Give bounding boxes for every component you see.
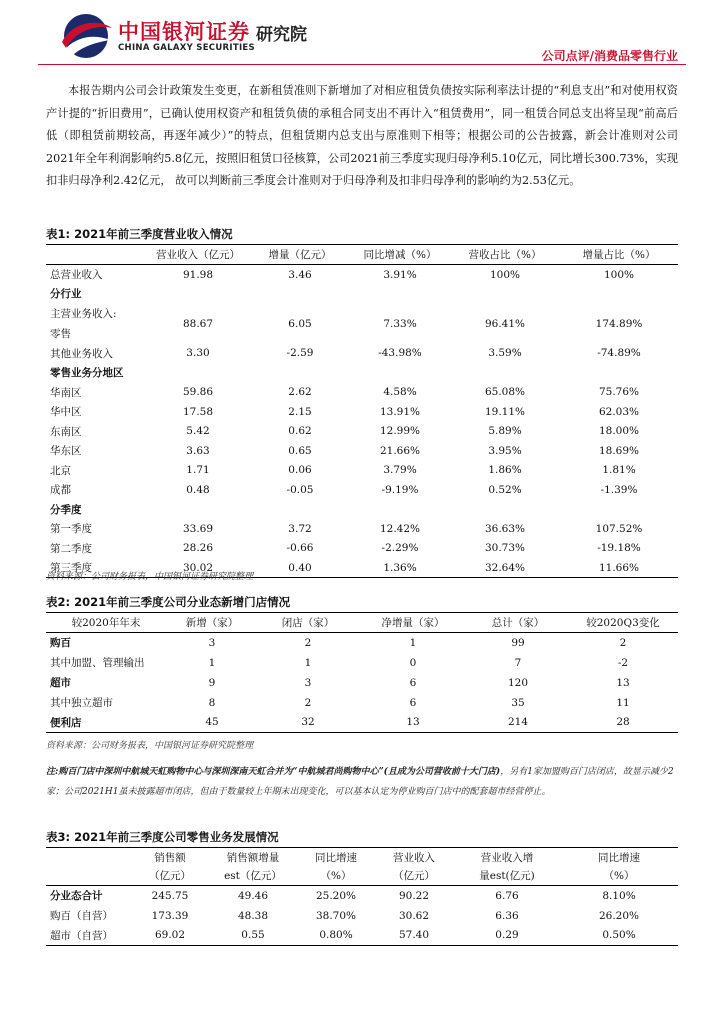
table1-row: [46, 539, 678, 559]
table1-cell: 36.63%: [484, 522, 526, 535]
table1-cell: 3.30: [186, 347, 210, 360]
table3-row: [46, 926, 678, 946]
table2-row: [46, 713, 678, 733]
table3-cell: 26.20%: [598, 909, 640, 922]
table3-row-label: 超市（自营）: [46, 926, 132, 946]
table1-cell: 4.58%: [383, 386, 417, 399]
table2-row-label: 其中独立超市: [50, 697, 113, 709]
table1-cell: 3.72: [288, 522, 312, 535]
table2-cell: 35: [511, 696, 525, 709]
table1-header-cell: [46, 245, 146, 265]
table2-header-cell: 较2020Q3变化: [568, 613, 678, 633]
table3-cell: 245.75: [151, 889, 189, 902]
table1-cell: 17.58: [182, 405, 214, 418]
table1-cell: -2.29%: [381, 542, 419, 555]
table1-cell: 21.66%: [379, 444, 421, 457]
table2-header-cell: 闭店（家）: [258, 613, 358, 633]
table1-cell: 28.26: [182, 542, 214, 555]
table1-cell: 13.91%: [379, 405, 421, 418]
table2-cell: 1: [304, 656, 312, 669]
table3-header-cell: 销售额增量: [208, 848, 298, 867]
table2-cell: 13: [358, 713, 468, 733]
table1-source: 资料来源：公司财务报表，中国银河证券研究院整理: [46, 572, 254, 582]
table1-cell: 1.81%: [602, 464, 636, 477]
table3-cell: 30.62: [398, 909, 430, 922]
table1-row-label: 第二季度: [50, 542, 92, 555]
table1-cell: 30.02: [146, 558, 250, 578]
logo-text-cn: 中国银河证券: [118, 20, 250, 44]
table1-row-label: 第一季度: [50, 523, 92, 536]
table1-cell: 65.08%: [484, 386, 526, 399]
table2-cell: 3: [304, 676, 312, 689]
table1-row-label: 华东区: [50, 445, 82, 458]
note-rest: ，另有1家加盟购百门店闭店，故显示减少2家；公司2021H1虽未披露超市闭店，但由于数量较上年期末出现变化，可以基本认定为停业购百门店中的配套超市经营停止。: [46, 767, 674, 797]
table2-row: [46, 653, 678, 673]
table1-cell: 3.79%: [383, 464, 417, 477]
table1-header-cell: 营收占比（%）: [450, 245, 560, 265]
table1-cell: 33.69: [182, 522, 214, 535]
table3-cell: 25.20%: [315, 889, 357, 902]
table1-header-cell: 增量占比（%）: [560, 245, 678, 265]
table1-cell: 3.91%: [383, 268, 417, 281]
table3-header-cell: （亿元）: [374, 867, 454, 886]
table3-cell: 173.39: [151, 909, 189, 922]
table3-row-label: 分业态合计: [50, 890, 103, 903]
table2-cell: 214: [468, 713, 568, 733]
table2-cell: 2: [304, 636, 312, 649]
table1-row: [46, 422, 678, 442]
table1-row: [46, 480, 678, 500]
table3-header-cell: （%）: [560, 867, 678, 886]
table3-header-cell: （亿元）: [132, 867, 208, 886]
table1-cell: 7.33%: [383, 317, 417, 330]
table2-row-label: 购百: [50, 637, 71, 650]
table2-cell: 32: [258, 713, 358, 733]
table3-cell: 0.29: [454, 926, 560, 946]
table1-cell: 2.62: [288, 386, 312, 399]
table1-cell: -19.18%: [597, 542, 641, 555]
table1-cell: 6.05: [288, 317, 312, 330]
table2-row-label: 超市: [50, 677, 71, 689]
table1-row-label: 华中区: [50, 406, 82, 419]
table1-cell: 75.76%: [598, 386, 640, 399]
table1-cell: 1.36%: [350, 558, 450, 578]
table2-cell: 99: [511, 636, 525, 649]
table2-cell: 3: [208, 636, 216, 649]
table1-cell: 62.03%: [598, 405, 640, 418]
table1-cell: 1.86%: [488, 464, 522, 477]
table1-header-cell: 同比增减（%）: [350, 245, 450, 265]
table1-section-label: 分季度: [50, 503, 82, 516]
table1-section-label: 分行业: [50, 288, 82, 301]
table1-cell: -1.39%: [600, 483, 638, 496]
table1-cell: 0.65: [288, 444, 312, 457]
table1-row: [46, 344, 678, 364]
table3-header-cell: 营业收入: [374, 848, 454, 867]
table1-row: [46, 304, 678, 344]
table3-cell: 90.22: [398, 889, 430, 902]
table3-cell: 57.40: [374, 926, 454, 946]
table1-row: [46, 461, 678, 481]
table1-section-row: [46, 284, 678, 304]
table1-section-row: [46, 363, 678, 383]
table1-cell: 12.99%: [379, 425, 421, 438]
table1-cell: -43.98%: [378, 347, 422, 360]
table2-row-label: 其中加盟、管理输出: [50, 657, 145, 669]
galaxy-logo-icon: [58, 12, 114, 60]
table1-cell: 5.42: [186, 425, 210, 438]
table1-section-row: [46, 500, 678, 520]
header-divider: [38, 64, 686, 65]
table2-header-cell: 净增量（家）: [358, 613, 468, 633]
table1-cell: 0.62: [288, 425, 312, 438]
table1-cell: 12.42%: [379, 522, 421, 535]
table3-cell: 48.38: [237, 909, 269, 922]
table1-row: [46, 441, 678, 461]
table2-cell: 120: [507, 676, 529, 689]
table3-row: [46, 906, 678, 926]
table2-header-cell: 总计（家）: [468, 613, 568, 633]
table3-header-cell: 同比增速: [560, 848, 678, 867]
table2-cell: 6: [409, 676, 417, 689]
table2-cell: 2: [619, 636, 627, 649]
table1-header-cell: 增量（亿元）: [250, 245, 350, 265]
table1-cell: 3.59%: [488, 347, 522, 360]
table2-cell: 28: [568, 713, 678, 733]
table1-cell: 3.46: [288, 268, 312, 281]
table3-cell: 69.02: [132, 926, 208, 946]
table1-cell: 0.06: [288, 464, 312, 477]
table2-cell: 2: [304, 696, 312, 709]
table1-cell: -0.05: [286, 483, 314, 496]
table1-row-label: 北京: [50, 464, 71, 477]
table3-caption: 表3: 2021年前三季度公司零售业务发展情况: [46, 830, 279, 844]
table3-retail: [46, 847, 678, 946]
table1-cell: 96.41%: [484, 317, 526, 330]
table2-row: [46, 673, 678, 693]
table2-cell: 9: [208, 676, 216, 689]
logo-text-en: CHINA GALAXY SECURITIES: [118, 43, 255, 53]
table3-header-cell: est（亿元）: [208, 867, 298, 886]
table3-header-cell: （%）: [298, 867, 374, 886]
table1-row-label-line1: 主营业务收入:: [50, 307, 117, 320]
table1-header-cell: 营业收入（亿元）: [146, 245, 250, 265]
table3-header-cell: [46, 848, 132, 867]
table2-source: 资料来源：公司财务报表，中国银河证券研究院整理: [46, 741, 254, 751]
table1-cell: 1.71: [186, 464, 210, 477]
table2-cell: 1: [409, 636, 417, 649]
table3-row-label: 购百（自营）: [50, 910, 113, 922]
table1-row-label: 华南区: [50, 386, 82, 399]
table1-cell: 30.73%: [484, 542, 526, 555]
table3-cell: 0.80%: [298, 926, 374, 946]
table3-header-cell: 营业收入增: [454, 848, 560, 867]
page-header: [0, 0, 724, 70]
table3-header-cell: 同比增速: [298, 848, 374, 867]
table1-row: [46, 383, 678, 403]
table2-cell: 1: [208, 656, 216, 669]
table1-cell: 100%: [603, 268, 635, 281]
table1-cell: 2.15: [288, 405, 312, 418]
table1-cell: -74.89%: [597, 347, 641, 360]
table2-header-cell: 新增（家）: [166, 613, 258, 633]
table3-cell: 0.55: [208, 926, 298, 946]
table2-cell: 8: [208, 696, 216, 709]
table3-cell: 6.36: [495, 909, 519, 922]
table1-row-label: 其他业务收入: [50, 347, 113, 360]
table1-row-label: 总营业收入: [50, 269, 103, 281]
table3-header-cell: [46, 867, 132, 886]
table1-cell: 18.00%: [598, 425, 640, 438]
table2-row-label: 便利店: [46, 713, 166, 733]
table2-cell: 13: [616, 676, 630, 689]
table2-stores: [46, 612, 678, 733]
table1-cell: 174.89%: [595, 317, 643, 330]
table3-header-cell: 量est(亿元): [454, 867, 560, 886]
table2-caption: 表2: 2021年前三季度公司分业态新增门店情况: [46, 595, 291, 609]
table1-row: [46, 402, 678, 422]
table1-cell: -9.19%: [381, 483, 419, 496]
table1-cell: 91.98: [182, 268, 214, 281]
table3-header-cell: 销售额: [132, 848, 208, 867]
table1-row-label: 第三季度: [46, 558, 146, 578]
table1-cell: 88.67: [182, 317, 214, 330]
institute-label: 研究院: [256, 25, 307, 45]
table1-section-label: 零售业务分地区: [50, 367, 124, 380]
table2-cell: 6: [409, 696, 417, 709]
table1-row: [46, 265, 678, 285]
table3-cell: 0.50%: [560, 926, 678, 946]
table2-header-cell: 较2020年年末: [46, 613, 166, 633]
table1-cell: -2.59: [286, 347, 314, 360]
table2-cell: 7: [514, 656, 522, 669]
table1-cell: 5.89%: [488, 425, 522, 438]
table3-row: [46, 886, 678, 906]
table1-caption: 表1: 2021年前三季度营业收入情况: [46, 227, 233, 241]
report-category: 公司点评/消费品零售行业: [541, 49, 678, 63]
table1-cell: 32.64%: [450, 558, 560, 578]
table1-cell: 0.52%: [488, 483, 522, 496]
table3-cell: 49.46: [237, 889, 269, 902]
table2-row: [46, 633, 678, 653]
table1-cell: 3.63: [186, 444, 210, 457]
table1-revenue: [46, 244, 678, 578]
table2-cell: 0: [409, 656, 417, 669]
table1-cell: 19.11%: [484, 405, 526, 418]
table2-cell: 45: [166, 713, 258, 733]
table1-cell: 107.52%: [595, 522, 643, 535]
table1-cell: 18.69%: [598, 444, 640, 457]
table1-cell: -0.66: [286, 542, 314, 555]
table1-cell: 59.86: [182, 386, 214, 399]
table1-row: [46, 519, 678, 539]
table3-cell: 8.10%: [602, 889, 636, 902]
table1-cell: 100%: [489, 268, 521, 281]
table2-row: [46, 693, 678, 713]
table1-row-label: 东南区: [50, 425, 82, 438]
table3-cell: 6.76: [495, 889, 519, 902]
table1-row-label-line2: 零售: [50, 327, 71, 340]
table1-cell: 3.95%: [488, 444, 522, 457]
table3-cell: 38.70%: [315, 909, 357, 922]
table1-cell: 11.66%: [560, 558, 678, 578]
table1-cell: 0.40: [250, 558, 350, 578]
table1-row-label: 成都: [50, 484, 71, 497]
table2-cell: -2: [617, 656, 629, 669]
table1-row-label: [46, 304, 146, 344]
note-bold-part: 注:购百门店中深圳中航城天虹购物中心与深圳深南天虹合并为“中航城君尚购物中心”(且成为公司营收前十大门店): [46, 767, 501, 777]
table2-note: [46, 762, 678, 802]
table1-cell: 0.48: [186, 483, 210, 496]
table2-cell: 11: [616, 696, 630, 709]
body-paragraph: 本报告期内公司会计政策发生变更，在新租赁准则下新增加了对相应租赁负债按实际利率法计提的“利息支出”和对使用权资产计提的“折旧费用”，已确认使用权资产和租赁负债的承租合同支出不再计入“租赁费用”，同一租赁合同总支出将呈现“前高后低（即租赁前期较高，再逐年减少）”的特点，但租赁期内总支出与原准则下相等；根据公司的公告披露，新会计准则对公司2021年全年利润影响约5.8亿元，按照旧租赁口径核算，公司2021前三季度实现归母净利5.10亿元，同比增长300.73%，实现扣非归母净利2.42亿元， 故可以判断前三季度会计准则对于归母净利及扣非归母净利的影响约为2.53亿元。: [46, 84, 678, 187]
